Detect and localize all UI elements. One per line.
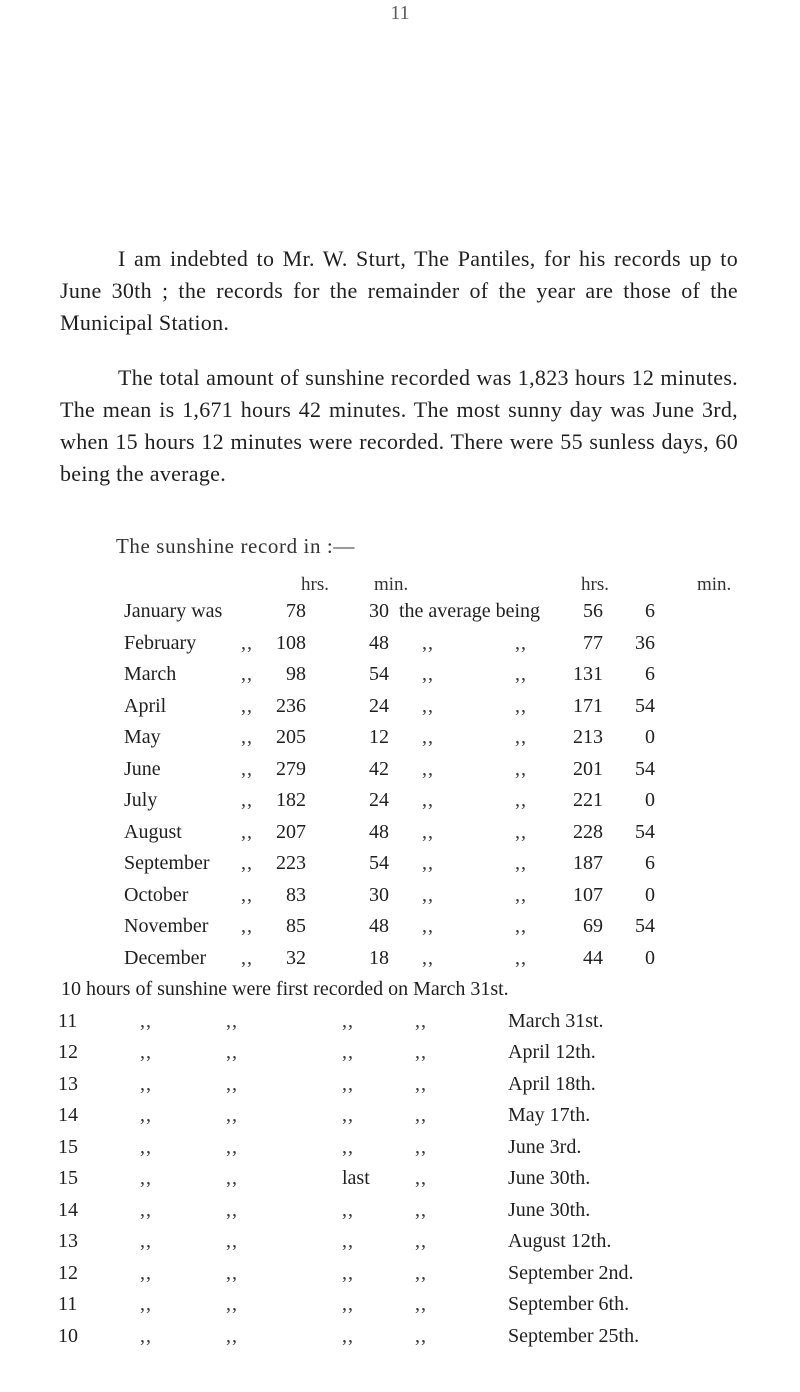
ditto-mark: ,, bbox=[422, 883, 434, 906]
record-date: March 31st. bbox=[508, 1009, 604, 1032]
table-row bbox=[0, 944, 800, 976]
ditto-mark: ,, bbox=[342, 1293, 354, 1315]
sunshine-table-intro: The sunshine record in :— bbox=[116, 534, 355, 558]
ditto-mark: ,, bbox=[241, 852, 253, 874]
ditto-mark: ,, bbox=[342, 1041, 354, 1063]
ditto-mark: ,, bbox=[342, 1135, 354, 1158]
month-name: September bbox=[124, 852, 210, 874]
ditto-mark: ,, bbox=[241, 883, 253, 906]
hours-value: 182 bbox=[276, 789, 306, 811]
record-date: June 30th. bbox=[508, 1198, 591, 1221]
table-row bbox=[0, 818, 800, 850]
hours-count: 15 bbox=[58, 1167, 78, 1189]
ditto-mark: ,, bbox=[241, 789, 253, 811]
ditto-mark: ,, bbox=[241, 820, 253, 843]
average-minutes-value: 54 bbox=[635, 915, 655, 937]
ditto-mark: ,, bbox=[241, 915, 253, 937]
ditto-mark: ,, bbox=[422, 631, 434, 654]
month-name: August bbox=[124, 820, 182, 843]
ditto-mark: ,, bbox=[140, 1167, 152, 1189]
hours-value: 32 bbox=[286, 946, 306, 969]
average-minutes-value: 6 bbox=[645, 852, 655, 874]
ditto-mark: ,, bbox=[241, 694, 253, 717]
ditto-mark: ,, bbox=[415, 1261, 427, 1284]
ditto-mark: ,, bbox=[140, 1072, 152, 1095]
hours-count: 14 bbox=[58, 1198, 78, 1221]
ditto-mark: ,, bbox=[422, 852, 434, 874]
header-average-min: min. bbox=[697, 574, 732, 595]
table-row bbox=[0, 755, 800, 787]
ditto-mark: ,, bbox=[140, 1324, 152, 1347]
hours-count: 10 bbox=[58, 1324, 78, 1347]
hours-value: 279 bbox=[276, 757, 306, 780]
minutes-value: 12 bbox=[369, 726, 389, 748]
hours-count: 13 bbox=[58, 1072, 78, 1095]
ditto-mark: ,, bbox=[226, 1293, 238, 1315]
ditto-mark: ,, bbox=[415, 1230, 427, 1252]
ditto-mark: ,, bbox=[415, 1135, 427, 1158]
minutes-value: 30 bbox=[369, 600, 389, 622]
ditto-mark: ,, bbox=[226, 1135, 238, 1158]
monthly-sunshine-table bbox=[0, 597, 800, 975]
average-hours-value: 69 bbox=[583, 915, 603, 937]
ditto-mark: ,, bbox=[241, 946, 253, 969]
average-minutes-value: 6 bbox=[645, 663, 655, 685]
month-name: June bbox=[124, 757, 161, 780]
average-hours-value: 107 bbox=[573, 883, 603, 906]
ditto-mark: ,, bbox=[140, 1009, 152, 1032]
average-minutes-value: 0 bbox=[645, 883, 655, 906]
ditto-mark: ,, bbox=[140, 1041, 152, 1063]
ditto-mark: ,, bbox=[342, 1261, 354, 1284]
hours-value: 78 bbox=[286, 600, 306, 622]
hours-value: 207 bbox=[276, 820, 306, 843]
record-date: April 18th. bbox=[508, 1072, 596, 1095]
average-hours-value: 171 bbox=[573, 694, 603, 717]
table-row bbox=[0, 881, 800, 913]
ditto-mark: ,, bbox=[342, 1198, 354, 1221]
average-hours-value: 201 bbox=[573, 757, 603, 780]
ditto-mark: ,, bbox=[422, 694, 434, 717]
average-minutes-value: 6 bbox=[645, 600, 655, 622]
ditto-mark: ,, bbox=[140, 1261, 152, 1284]
ditto-mark: ,, bbox=[515, 726, 527, 748]
average-hours-value: 187 bbox=[573, 852, 603, 874]
hours-count: 15 bbox=[58, 1135, 78, 1158]
record-date: September 6th. bbox=[508, 1293, 630, 1315]
ditto-mark: ,, bbox=[241, 726, 253, 748]
minutes-value: 48 bbox=[369, 820, 389, 843]
record-date: September 2nd. bbox=[508, 1261, 634, 1284]
header-min: min. bbox=[374, 574, 409, 595]
ditto-mark: ,, bbox=[415, 1104, 427, 1126]
list-item bbox=[0, 1322, 800, 1354]
ditto-mark: ,, bbox=[226, 1041, 238, 1063]
ditto-mark: ,, bbox=[140, 1135, 152, 1158]
hours-count: 14 bbox=[58, 1104, 78, 1126]
ditto-mark: ,, bbox=[515, 852, 527, 874]
record-date: April 12th. bbox=[508, 1041, 596, 1063]
ditto-mark: ,, bbox=[241, 757, 253, 780]
header-average-hrs: hrs. bbox=[581, 574, 609, 595]
minutes-value: 48 bbox=[369, 915, 389, 937]
ditto-mark: ,, bbox=[140, 1230, 152, 1252]
list-item bbox=[0, 1070, 800, 1102]
list-item bbox=[0, 1038, 800, 1070]
ditto-mark: ,, bbox=[226, 1072, 238, 1095]
ditto-mark: ,, bbox=[515, 631, 527, 654]
list-item bbox=[0, 1259, 800, 1291]
ditto-mark: ,, bbox=[342, 1009, 354, 1032]
last-label: last bbox=[342, 1167, 370, 1189]
table-row bbox=[0, 692, 800, 724]
ditto-mark: ,, bbox=[515, 663, 527, 685]
average-minutes-value: 0 bbox=[645, 789, 655, 811]
ditto-mark: ,, bbox=[422, 757, 434, 780]
month-name: May bbox=[124, 726, 161, 748]
month-name: February bbox=[124, 631, 197, 654]
minutes-value: 42 bbox=[369, 757, 389, 780]
ditto-mark: ,, bbox=[140, 1293, 152, 1315]
table-row bbox=[0, 912, 800, 944]
list-item bbox=[0, 1196, 800, 1228]
table-row bbox=[0, 660, 800, 692]
ditto-mark: ,, bbox=[342, 1104, 354, 1126]
sunshine-summary-paragraph: The total amount of sunshine recorded was 1,823 hours 12 minutes. The mean is 1,671 hours 42 minutes. The most sunny day was June 3rd, when 15 hours 12 minutes were recorded. There were 55 sunless days, 60 being the average. bbox=[60, 365, 738, 486]
ditto-mark: ,, bbox=[422, 726, 434, 748]
month-name: April bbox=[124, 694, 167, 717]
record-date: August 12th. bbox=[508, 1230, 612, 1252]
record-date: September 25th. bbox=[508, 1324, 640, 1347]
minutes-value: 18 bbox=[369, 946, 389, 969]
ditto-mark: ,, bbox=[422, 820, 434, 843]
ditto-mark: ,, bbox=[226, 1324, 238, 1347]
ditto-mark: ,, bbox=[415, 1198, 427, 1221]
month-name: November bbox=[124, 915, 209, 937]
ditto-mark: ,, bbox=[515, 789, 527, 811]
ditto-mark: ,, bbox=[415, 1293, 427, 1315]
list-item bbox=[0, 1133, 800, 1165]
table-row bbox=[0, 723, 800, 755]
average-minutes-value: 36 bbox=[635, 631, 655, 654]
ditto-mark: ,, bbox=[415, 1072, 427, 1095]
table-row bbox=[0, 629, 800, 661]
acknowledgement-paragraph: I am indebted to Mr. W. Sturt, The Pantiles, for his records up to June 30th ; the records for the remainder of the year are those of the Municipal Station. bbox=[60, 246, 738, 335]
average-hours-value: 213 bbox=[573, 726, 603, 748]
average-hours-value: 228 bbox=[573, 820, 603, 843]
minutes-value: 24 bbox=[369, 789, 389, 811]
hours-value: 98 bbox=[286, 663, 306, 685]
hours-count: 12 bbox=[58, 1041, 78, 1063]
ditto-mark: ,, bbox=[342, 1324, 354, 1347]
average-hours-value: 56 bbox=[583, 600, 603, 622]
record-date: June 30th. bbox=[508, 1167, 591, 1189]
average-minutes-value: 0 bbox=[645, 726, 655, 748]
average-minutes-value: 54 bbox=[635, 757, 655, 780]
average-hours-value: 77 bbox=[583, 631, 603, 654]
list-item bbox=[0, 1007, 800, 1039]
month-name: October bbox=[124, 883, 189, 906]
average-hours-value: 44 bbox=[583, 946, 603, 969]
ditto-mark: ,, bbox=[415, 1009, 427, 1032]
list-item bbox=[0, 1227, 800, 1259]
ditto-mark: ,, bbox=[515, 883, 527, 906]
average-minutes-value: 54 bbox=[635, 694, 655, 717]
month-name: January was bbox=[124, 600, 223, 622]
ditto-mark: ,, bbox=[515, 915, 527, 937]
table-row bbox=[0, 597, 800, 629]
hours-value: 205 bbox=[276, 726, 306, 748]
ditto-mark: ,, bbox=[415, 1167, 427, 1189]
table-row bbox=[0, 786, 800, 818]
month-name: March bbox=[124, 663, 177, 685]
ditto-mark: ,, bbox=[241, 631, 253, 654]
hours-count: 11 bbox=[58, 1009, 78, 1032]
month-name: December bbox=[124, 946, 207, 969]
ditto-mark: ,, bbox=[515, 820, 527, 843]
ditto-mark: ,, bbox=[226, 1261, 238, 1284]
ditto-mark: ,, bbox=[515, 694, 527, 717]
hours-count: 11 bbox=[58, 1293, 78, 1315]
ditto-mark: ,, bbox=[226, 1104, 238, 1126]
month-name: July bbox=[124, 789, 158, 811]
minutes-value: 54 bbox=[369, 663, 389, 685]
list-item bbox=[0, 1164, 800, 1196]
average-hours-value: 221 bbox=[573, 789, 603, 811]
ditto-mark: ,, bbox=[241, 663, 253, 685]
ditto-mark: ,, bbox=[422, 789, 434, 811]
average-minutes-value: 54 bbox=[635, 820, 655, 843]
ditto-mark: ,, bbox=[140, 1104, 152, 1126]
ditto-mark: ,, bbox=[140, 1198, 152, 1221]
ditto-mark: ,, bbox=[422, 915, 434, 937]
minutes-value: 30 bbox=[369, 883, 389, 906]
first-record-sentence: 10 hours of sunshine were first recorded on March 31st. bbox=[61, 978, 509, 1000]
table-row bbox=[0, 849, 800, 881]
hours-count: 13 bbox=[58, 1230, 78, 1252]
ditto-mark: ,, bbox=[342, 1072, 354, 1095]
minutes-value: 24 bbox=[369, 694, 389, 717]
ditto-mark: ,, bbox=[226, 1198, 238, 1221]
minutes-value: 48 bbox=[369, 631, 389, 654]
header-hrs: hrs. bbox=[301, 574, 329, 595]
list-item bbox=[0, 975, 800, 1007]
hours-count: 12 bbox=[58, 1261, 78, 1284]
sunshine-records-list bbox=[0, 975, 800, 1353]
record-date: June 3rd. bbox=[508, 1135, 582, 1158]
hours-value: 83 bbox=[286, 883, 306, 906]
record-date: May 17th. bbox=[508, 1104, 591, 1126]
ditto-mark: ,, bbox=[226, 1230, 238, 1252]
minutes-value: 54 bbox=[369, 852, 389, 874]
ditto-mark: ,, bbox=[422, 663, 434, 685]
ditto-mark: ,, bbox=[515, 946, 527, 969]
page-number: 11 bbox=[390, 2, 410, 24]
ditto-mark: ,, bbox=[226, 1009, 238, 1032]
ditto-mark: ,, bbox=[515, 757, 527, 780]
ditto-mark: ,, bbox=[415, 1041, 427, 1063]
average-hours-value: 131 bbox=[573, 663, 603, 685]
average-label: the average being bbox=[399, 600, 541, 622]
list-item bbox=[0, 1290, 800, 1322]
ditto-mark: ,, bbox=[342, 1230, 354, 1252]
ditto-mark: ,, bbox=[415, 1324, 427, 1347]
hours-value: 108 bbox=[276, 631, 306, 654]
ditto-mark: ,, bbox=[422, 946, 434, 969]
list-item bbox=[0, 1101, 800, 1133]
hours-value: 85 bbox=[286, 915, 306, 937]
average-minutes-value: 0 bbox=[645, 946, 655, 969]
hours-value: 223 bbox=[276, 852, 306, 874]
hours-value: 236 bbox=[276, 694, 306, 717]
ditto-mark: ,, bbox=[226, 1167, 238, 1189]
